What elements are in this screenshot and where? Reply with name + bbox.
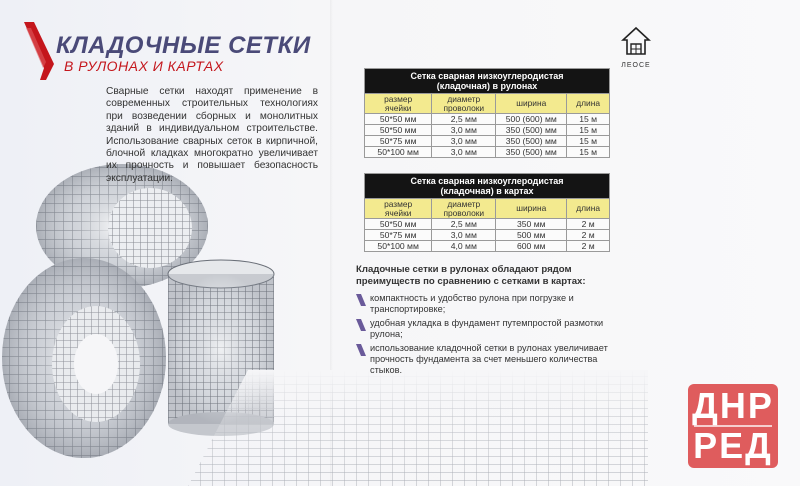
mesh-floor-illustration xyxy=(188,360,648,486)
table-cell: 500 мм xyxy=(496,230,567,241)
page-subtitle: В РУЛОНАХ И КАРТАХ xyxy=(64,58,224,74)
table-cell: 4,0 мм xyxy=(432,241,496,252)
bullet-icon xyxy=(356,344,366,356)
column-label: ячейки xyxy=(384,207,412,218)
table-cards-header xyxy=(365,174,610,199)
column-label: проволоки xyxy=(443,207,485,218)
table-cell: 15 м xyxy=(567,136,610,147)
table-cell: 2,5 мм xyxy=(432,219,496,230)
table-cell: 50*50 мм xyxy=(365,114,432,125)
logo-house-icon xyxy=(621,26,651,56)
advantage-text: компактность и удобство рулона при погрузке и транспортировке; xyxy=(370,293,574,315)
table-cell: 350 мм xyxy=(496,219,567,230)
table-cell: 15 м xyxy=(567,125,610,136)
column-label: длина xyxy=(576,98,601,109)
table-cell: 3,0 мм xyxy=(432,147,496,158)
column-cell-diameter xyxy=(432,94,496,114)
table-cell: 2,5 мм xyxy=(432,114,496,125)
table-rolls xyxy=(364,68,610,158)
watermark-logo xyxy=(688,384,778,468)
table-cell: 50*75 мм xyxy=(365,136,432,147)
table-cell: 500 (600) мм xyxy=(496,114,567,125)
table-cards-title-line1: Сетка сварная низкоуглеродистая xyxy=(410,175,564,186)
table-cell: 350 (500) мм xyxy=(496,125,567,136)
table-cell: 50*100 мм xyxy=(365,241,432,252)
table-cell: 50*100 мм xyxy=(365,147,432,158)
column-cell-length xyxy=(567,94,610,114)
table-cell: 50*50 мм xyxy=(365,125,432,136)
table-row xyxy=(365,241,610,252)
table-rolls-title-line1: Сетка сварная низкоуглеродистая xyxy=(410,70,564,81)
table-cell: 15 м xyxy=(567,147,610,158)
table-cards-title xyxy=(365,174,610,199)
watermark-line2: РЕД xyxy=(693,425,773,466)
column-label: размер xyxy=(384,199,413,209)
column-label: длина xyxy=(576,203,601,214)
table-cell: 2 м xyxy=(567,241,610,252)
table-cell: 350 (500) мм xyxy=(496,147,567,158)
mesh-roll-front xyxy=(2,258,166,458)
table-cell: 350 (500) мм xyxy=(496,136,567,147)
table-row xyxy=(365,136,610,147)
column-cell-size xyxy=(365,94,432,114)
column-label: ширина xyxy=(516,98,547,109)
column-cell-diameter xyxy=(432,199,496,219)
table-cell: 3,0 мм xyxy=(432,136,496,147)
table-cell: 600 мм xyxy=(496,241,567,252)
table-rolls-header xyxy=(365,69,610,94)
list-item xyxy=(356,343,626,377)
advantages-list xyxy=(356,293,626,379)
table-rolls-title xyxy=(365,69,610,94)
logo-text: ЛЕОСЕ xyxy=(621,62,651,69)
table-cell: 3,0 мм xyxy=(432,230,496,241)
table-cards-columns xyxy=(365,199,610,219)
column-label: диаметр xyxy=(447,94,481,104)
table-rolls-title-line2: (кладочная) в рулонах xyxy=(436,81,538,91)
column-cell-size xyxy=(365,199,432,219)
bullet-icon xyxy=(356,294,366,306)
table-cell: 15 м xyxy=(567,114,610,125)
table-rolls-columns xyxy=(365,94,610,114)
table-row xyxy=(365,230,610,241)
advantage-text: удобная укладка в фундамент путемпростой размотки рулона; xyxy=(370,317,604,340)
column-label: ширина xyxy=(516,203,547,214)
watermark-line1: ДНР xyxy=(692,385,774,426)
advantage-text: использование кладочной сетки в рулонах увеличивает прочность фундамента за счет меньшего количества стыков. xyxy=(370,342,608,376)
column-label: ячейки xyxy=(384,102,412,113)
column-cell-length xyxy=(567,199,610,219)
table-cell: 50*50 мм xyxy=(365,219,432,230)
column-cell-width xyxy=(496,199,567,219)
column-label: проволоки xyxy=(443,102,485,113)
table-cell: 2 м xyxy=(567,219,610,230)
column-cell-width xyxy=(496,94,567,114)
table-row xyxy=(365,114,610,125)
list-item xyxy=(356,318,626,341)
list-item xyxy=(356,293,626,316)
page-title: КЛАДОЧНЫЕ СЕТКИ xyxy=(56,32,311,59)
intro-paragraph: Сварные сетки находят применение в современных строительных технологиях при возведении сборных и монолитных зданий в индивидуальном строительстве. Использование сварных сеток в кирпичной, блочной кладках многократно увеличивает их прочность и повышает безопасность эксплуатации. xyxy=(106,86,318,184)
table-row xyxy=(365,147,610,158)
table-cell: 50*75 мм xyxy=(365,230,432,241)
table-cards-title-line2: (кладочная) в картах xyxy=(440,186,534,196)
advantages-title: Кладочные сетки в рулонах обладают рядом преимуществ по сравнению с сетками в картах: xyxy=(356,264,586,287)
table-cell: 3,0 мм xyxy=(432,125,496,136)
table-row xyxy=(365,219,610,230)
table-cards xyxy=(364,173,610,252)
column-label: диаметр xyxy=(447,199,481,209)
table-row xyxy=(365,125,610,136)
table-cell: 2 м xyxy=(567,230,610,241)
bullet-icon xyxy=(356,319,366,331)
column-label: размер xyxy=(384,94,413,104)
company-logo xyxy=(616,26,656,70)
